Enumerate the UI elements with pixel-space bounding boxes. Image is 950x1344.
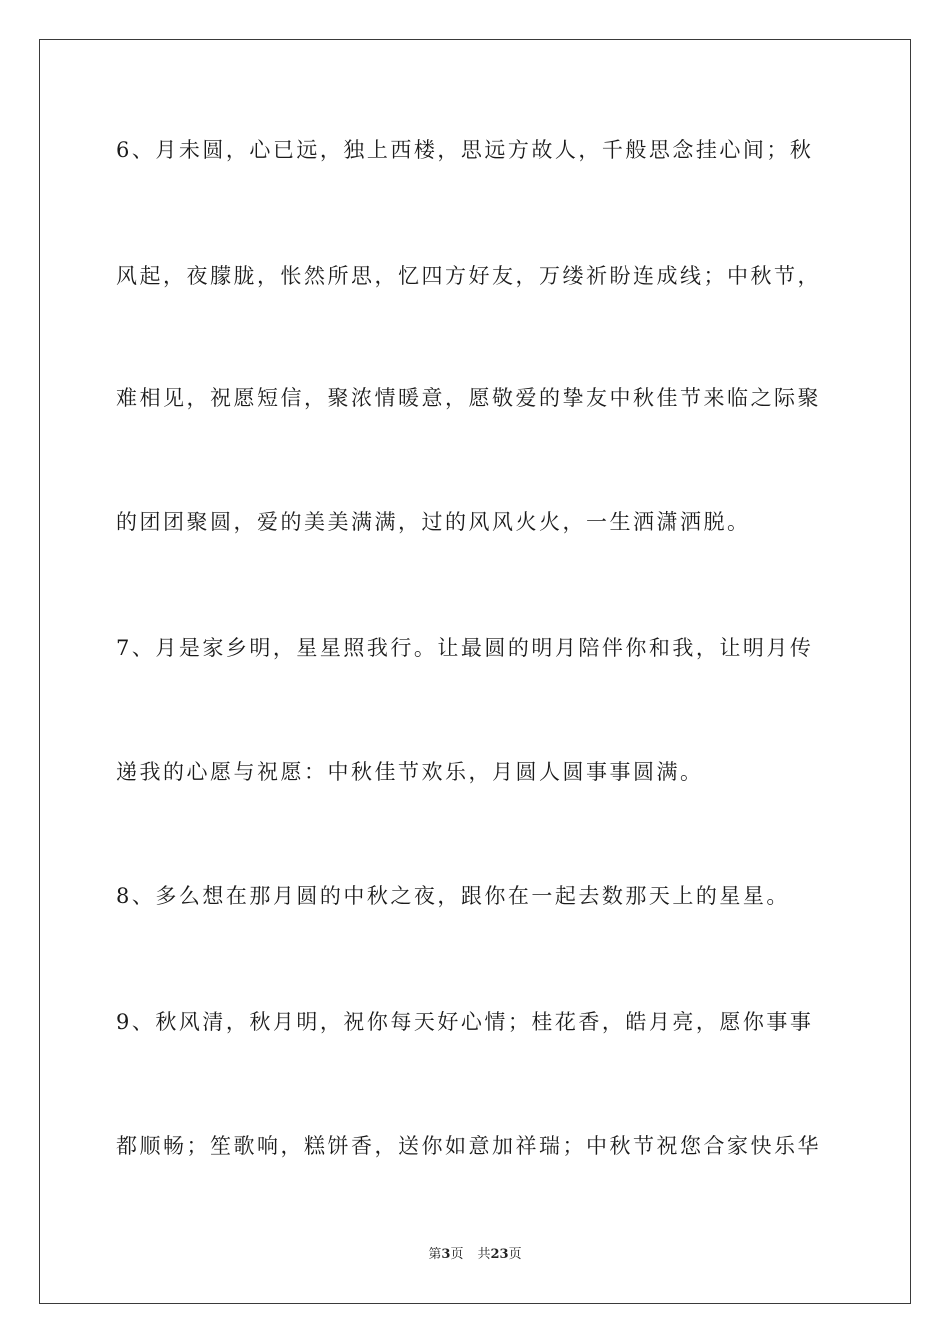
body-line-4: 的团团聚圆，爱的美美满满，过的风风火火，一生洒潇洒脱。 xyxy=(116,510,751,534)
body-line-5: 7、月是家乡明，星星照我行。让最圆的明月陪伴你和我，让明月传 xyxy=(116,636,814,660)
body-line-1: 6、月未圆，心已远，独上西楼，思远方故人，千般思念挂心间；秋 xyxy=(116,138,814,162)
page-suffix: 页 xyxy=(450,1247,464,1262)
body-line-3: 难相见，祝愿短信，聚浓情暖意，愿敬爱的挚友中秋佳节来临之际聚 xyxy=(116,386,821,410)
page-border xyxy=(39,39,911,1304)
page-footer xyxy=(0,1247,950,1263)
body-line-6: 递我的心愿与祝愿：中秋佳节欢乐，月圆人圆事事圆满。 xyxy=(116,760,704,784)
total-prefix: 共 xyxy=(477,1247,491,1262)
body-line-2: 风起，夜朦胧，怅然所思，忆四方好友，万缕祈盼连成线；中秋节， xyxy=(116,264,821,288)
total-suffix: 页 xyxy=(508,1247,522,1262)
total-pages: 23 xyxy=(490,1247,509,1262)
body-line-8: 9、秋风清，秋月明，祝你每天好心情；桂花香，皓月亮，愿你事事 xyxy=(116,1010,814,1034)
page-prefix: 第 xyxy=(428,1247,442,1262)
page-number: 3 xyxy=(441,1247,451,1262)
body-line-9: 都顺畅；笙歌响，糕饼香，送你如意加祥瑞；中秋节祝您合家快乐华 xyxy=(116,1134,821,1158)
body-line-7: 8、多么想在那月圆的中秋之夜，跟你在一起去数那天上的星星。 xyxy=(116,884,790,908)
